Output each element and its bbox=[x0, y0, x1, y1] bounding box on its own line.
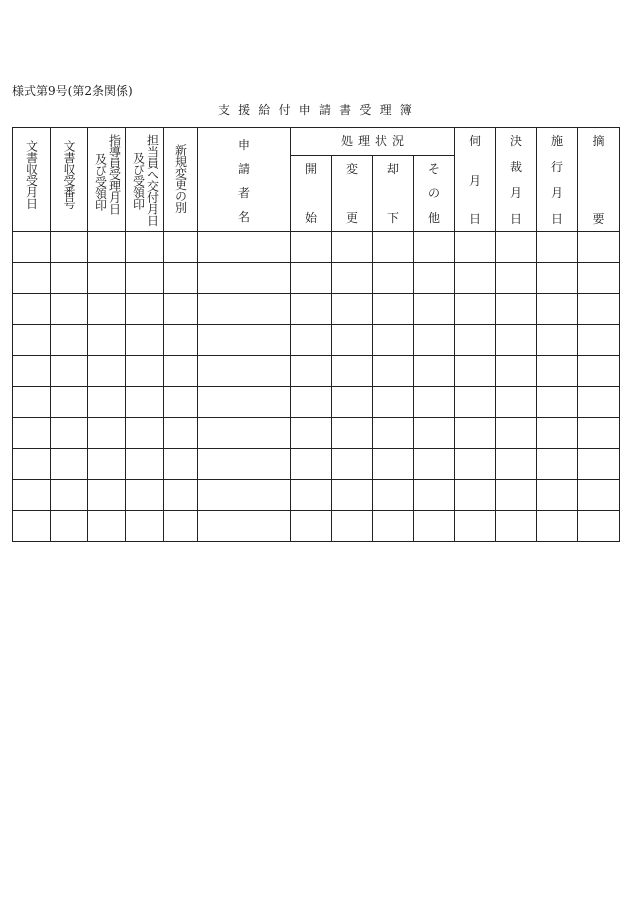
table-cell bbox=[126, 511, 164, 542]
table-cell bbox=[88, 418, 126, 449]
table-cell bbox=[578, 356, 620, 387]
header-doc-receipt-date bbox=[13, 128, 51, 232]
table-cell bbox=[164, 387, 198, 418]
table-cell bbox=[332, 263, 373, 294]
header-enforcement-date bbox=[537, 128, 578, 232]
header-label: 指導員受理月日 bbox=[107, 134, 122, 215]
header-char: 裁 bbox=[510, 160, 523, 174]
table-cell bbox=[88, 480, 126, 511]
table-cell bbox=[332, 387, 373, 418]
table-cell bbox=[332, 325, 373, 356]
table-cell bbox=[455, 511, 496, 542]
header-char: 日 bbox=[510, 212, 523, 226]
header-char: 施 bbox=[551, 134, 564, 148]
table-cell bbox=[88, 232, 126, 263]
table-cell bbox=[13, 387, 51, 418]
header-char: 他 bbox=[428, 211, 441, 225]
table-row bbox=[13, 480, 620, 511]
table-cell bbox=[198, 480, 291, 511]
header-char: 下 bbox=[386, 211, 399, 225]
table-cell bbox=[578, 387, 620, 418]
table-cell bbox=[164, 511, 198, 542]
table-cell bbox=[13, 480, 51, 511]
table-cell bbox=[373, 387, 414, 418]
table-cell bbox=[88, 387, 126, 418]
table-cell bbox=[198, 356, 291, 387]
table-cell bbox=[496, 449, 537, 480]
table-cell bbox=[455, 449, 496, 480]
header-char: 請 bbox=[237, 162, 250, 176]
table-cell bbox=[332, 449, 373, 480]
table-cell bbox=[126, 325, 164, 356]
header-doc-receipt-number bbox=[51, 128, 88, 232]
table-cell bbox=[496, 356, 537, 387]
header-char: 月 bbox=[510, 186, 523, 200]
header-label: 新規変更の別 bbox=[173, 144, 188, 213]
receipt-register-table bbox=[12, 127, 620, 542]
table-cell bbox=[537, 325, 578, 356]
header-char: の bbox=[428, 186, 441, 200]
table-cell bbox=[198, 232, 291, 263]
header-char: 更 bbox=[345, 211, 358, 225]
table-cell bbox=[164, 356, 198, 387]
table-cell bbox=[414, 263, 455, 294]
header-applicant-name bbox=[198, 128, 291, 232]
table-cell bbox=[126, 356, 164, 387]
header-char: そ bbox=[428, 162, 441, 176]
header-new-change bbox=[164, 128, 198, 232]
table-cell bbox=[13, 356, 51, 387]
table-cell bbox=[373, 418, 414, 449]
table-cell bbox=[198, 263, 291, 294]
table-cell bbox=[496, 387, 537, 418]
header-status-other bbox=[414, 156, 455, 232]
table-cell bbox=[496, 263, 537, 294]
table-cell bbox=[332, 294, 373, 325]
table-cell bbox=[578, 325, 620, 356]
table-cell bbox=[496, 232, 537, 263]
table-cell bbox=[164, 294, 198, 325]
table-cell bbox=[373, 511, 414, 542]
header-char: 却 bbox=[386, 162, 399, 176]
table-cell bbox=[455, 325, 496, 356]
table-cell bbox=[332, 418, 373, 449]
table-cell bbox=[13, 263, 51, 294]
table-cell bbox=[537, 511, 578, 542]
table-cell bbox=[291, 263, 332, 294]
table-row bbox=[13, 449, 620, 480]
table-cell bbox=[88, 356, 126, 387]
table-cell bbox=[373, 325, 414, 356]
table-cell bbox=[414, 449, 455, 480]
table-cell bbox=[88, 325, 126, 356]
table-cell bbox=[537, 263, 578, 294]
table-cell bbox=[164, 263, 198, 294]
table-cell bbox=[373, 449, 414, 480]
document-title: 支援給付申請書受理簿 bbox=[217, 103, 420, 117]
table-cell bbox=[414, 387, 455, 418]
table-cell bbox=[578, 511, 620, 542]
table-cell bbox=[455, 418, 496, 449]
table-cell bbox=[126, 449, 164, 480]
header-char: 者 bbox=[237, 186, 250, 200]
table-cell bbox=[373, 356, 414, 387]
table-cell bbox=[291, 449, 332, 480]
table-cell bbox=[164, 418, 198, 449]
table-cell bbox=[13, 325, 51, 356]
header-char: 決 bbox=[510, 134, 523, 148]
table-cell bbox=[332, 511, 373, 542]
table-cell bbox=[373, 294, 414, 325]
table-cell bbox=[373, 263, 414, 294]
table-cell bbox=[13, 418, 51, 449]
header-summary bbox=[578, 128, 620, 232]
table-cell bbox=[496, 480, 537, 511]
table-cell bbox=[51, 449, 88, 480]
table-cell bbox=[537, 356, 578, 387]
table-cell bbox=[88, 263, 126, 294]
table-cell bbox=[496, 511, 537, 542]
table-cell bbox=[373, 232, 414, 263]
header-row-top bbox=[13, 128, 620, 156]
table-cell bbox=[537, 387, 578, 418]
table-cell bbox=[198, 449, 291, 480]
table-row bbox=[13, 263, 620, 294]
table-cell bbox=[291, 356, 332, 387]
table-cell bbox=[455, 232, 496, 263]
table-cell bbox=[51, 325, 88, 356]
header-label: 文書収受月日 bbox=[24, 140, 39, 209]
table-cell bbox=[332, 356, 373, 387]
table-cell bbox=[414, 418, 455, 449]
header-char: 日 bbox=[551, 212, 564, 226]
table-cell bbox=[51, 511, 88, 542]
header-label: 文書収受番号 bbox=[62, 140, 76, 209]
table-cell bbox=[13, 449, 51, 480]
table-cell bbox=[496, 418, 537, 449]
header-char: 開 bbox=[304, 162, 317, 176]
header-status-start bbox=[291, 156, 332, 232]
table-cell bbox=[164, 325, 198, 356]
header-instructor-receipt bbox=[88, 128, 126, 232]
header-char: 伺 bbox=[469, 134, 482, 148]
table-cell bbox=[51, 356, 88, 387]
table-cell bbox=[51, 418, 88, 449]
table-cell bbox=[126, 294, 164, 325]
table-cell bbox=[496, 325, 537, 356]
table-cell bbox=[414, 511, 455, 542]
table-cell bbox=[537, 232, 578, 263]
table-cell bbox=[88, 294, 126, 325]
table-cell bbox=[126, 263, 164, 294]
table-cell bbox=[126, 232, 164, 263]
table-cell bbox=[537, 294, 578, 325]
header-char: 日 bbox=[469, 212, 482, 226]
header-label: 処理状況 bbox=[341, 134, 410, 148]
table-cell bbox=[198, 294, 291, 325]
table-cell bbox=[51, 387, 88, 418]
header-char: 申 bbox=[237, 138, 250, 152]
table-cell bbox=[455, 387, 496, 418]
header-label: 担当員へ交付月日 bbox=[145, 134, 160, 226]
table-cell bbox=[126, 387, 164, 418]
table-cell bbox=[13, 511, 51, 542]
table-cell bbox=[414, 294, 455, 325]
table-cell bbox=[455, 356, 496, 387]
table-cell bbox=[414, 480, 455, 511]
table-cell bbox=[537, 418, 578, 449]
table-cell bbox=[455, 294, 496, 325]
table-cell bbox=[291, 294, 332, 325]
table-cell bbox=[332, 480, 373, 511]
table-cell bbox=[414, 356, 455, 387]
table-cell bbox=[291, 511, 332, 542]
table-cell bbox=[578, 449, 620, 480]
table-cell bbox=[373, 480, 414, 511]
table-cell bbox=[164, 480, 198, 511]
table-cell bbox=[291, 387, 332, 418]
header-char: 変 bbox=[345, 162, 358, 176]
header-processing-status bbox=[291, 128, 455, 156]
table-cell bbox=[198, 418, 291, 449]
table-cell bbox=[198, 325, 291, 356]
table-cell bbox=[537, 449, 578, 480]
table-row bbox=[13, 294, 620, 325]
table-cell bbox=[164, 449, 198, 480]
header-decision-date bbox=[496, 128, 537, 232]
table-cell bbox=[578, 232, 620, 263]
table-cell bbox=[88, 511, 126, 542]
header-status-change bbox=[332, 156, 373, 232]
header-char: 要 bbox=[592, 212, 605, 226]
table-cell bbox=[578, 294, 620, 325]
table-cell bbox=[291, 325, 332, 356]
table-cell bbox=[126, 418, 164, 449]
table-cell bbox=[414, 232, 455, 263]
header-char: 月 bbox=[469, 174, 482, 188]
header-char: 月 bbox=[551, 186, 564, 200]
header-label: 及び受領印 bbox=[131, 152, 146, 210]
table-cell bbox=[51, 480, 88, 511]
table-cell bbox=[578, 263, 620, 294]
table-row bbox=[13, 418, 620, 449]
table-cell bbox=[51, 232, 88, 263]
table-cell bbox=[126, 480, 164, 511]
table-row bbox=[13, 356, 620, 387]
header-char: 名 bbox=[237, 210, 250, 224]
table-row bbox=[13, 387, 620, 418]
register-rows bbox=[13, 232, 620, 542]
table-cell bbox=[13, 294, 51, 325]
table-cell bbox=[578, 480, 620, 511]
table-row bbox=[13, 511, 620, 542]
table-cell bbox=[51, 263, 88, 294]
form-number: 様式第9号(第2条関係) bbox=[12, 84, 133, 98]
table-cell bbox=[88, 449, 126, 480]
table-cell bbox=[414, 325, 455, 356]
header-inquiry-date bbox=[455, 128, 496, 232]
table-cell bbox=[291, 418, 332, 449]
table-cell bbox=[164, 232, 198, 263]
table-cell bbox=[496, 294, 537, 325]
header-staff-delivery bbox=[126, 128, 164, 232]
header-char: 行 bbox=[551, 160, 564, 174]
table-cell bbox=[537, 480, 578, 511]
table-row bbox=[13, 325, 620, 356]
header-status-rejected bbox=[373, 156, 414, 232]
table-cell bbox=[291, 480, 332, 511]
table-cell bbox=[455, 263, 496, 294]
header-label: 及び受領印 bbox=[93, 152, 108, 210]
header-char: 摘 bbox=[592, 134, 605, 148]
table-cell bbox=[51, 294, 88, 325]
table-cell bbox=[291, 232, 332, 263]
table-cell bbox=[13, 232, 51, 263]
table-cell bbox=[578, 418, 620, 449]
table-cell bbox=[198, 387, 291, 418]
table-cell bbox=[455, 480, 496, 511]
header-char: 始 bbox=[304, 211, 317, 225]
table-row bbox=[13, 232, 620, 263]
table-cell bbox=[198, 511, 291, 542]
table-cell bbox=[332, 232, 373, 263]
